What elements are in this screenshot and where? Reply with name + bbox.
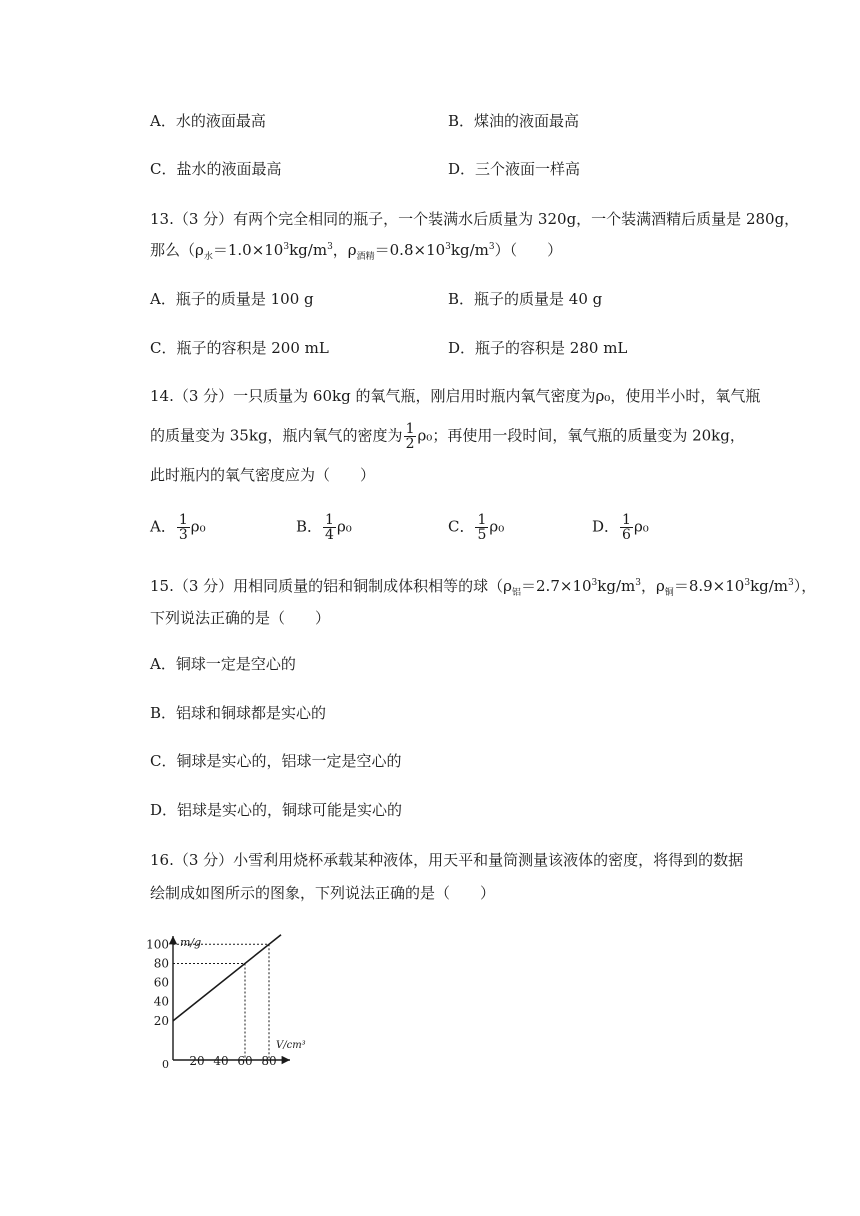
q14-line2: 的质量变为 35kg，瓶内氧气的密度为 $\frac{1}{2}$ ρ₀；再使用一段时间，氧气瓶的质量变为 20kg， bbox=[150, 421, 745, 452]
q16-line1: 16.（3 分）小雪利用烧杯承载某种液体，用天平和量筒测量该液体的密度，将得到的数据 bbox=[150, 851, 744, 869]
q12-option-b: B．煤油的液面最高 bbox=[448, 112, 580, 130]
q14-fraction-half: $\frac{1}{2}$ bbox=[405, 421, 415, 452]
q13-option-c: C．瓶子的容积是 200 mL bbox=[150, 339, 329, 357]
q15-line2: 下列说法正确的是（ ） bbox=[150, 609, 331, 627]
origin-label: 0 bbox=[162, 1058, 169, 1071]
x-axis-label: V/cm³ bbox=[276, 1040, 306, 1051]
q15-option-b: B．铝球和铜球都是实心的 bbox=[150, 704, 327, 722]
q13-option-d: D．瓶子的容积是 280 mL bbox=[448, 339, 628, 357]
q15-option-d: D．铝球是实心的，铜球可能是实心的 bbox=[150, 801, 403, 819]
q16-line2: 绘制成如图所示的图象，下列说法正确的是（ ） bbox=[150, 884, 496, 902]
q12-option-a: A．水的液面最高 bbox=[150, 112, 266, 130]
x-tick-label: 40 bbox=[213, 1054, 229, 1068]
q14-option-a: A． $\frac{1}{3}$ ρ₀ bbox=[150, 512, 206, 543]
q12-option-d: D．三个液面一样高 bbox=[448, 160, 581, 178]
x-tick-label: 20 bbox=[189, 1054, 205, 1068]
q14-option-d: D． $\frac{1}{6}$ ρ₀ bbox=[592, 512, 649, 543]
q14-line1: 14.（3 分）一只质量为 60kg 的氧气瓶，刚启用时瓶内氧气密度为ρ₀，使用半小时，氧气瓶 bbox=[150, 387, 761, 405]
q13-option-a: A．瓶子的质量是 100 g bbox=[150, 290, 314, 308]
q15-option-a: A．铜球一定是空心的 bbox=[150, 655, 296, 673]
y-axis-label: m/g bbox=[180, 936, 202, 949]
q13-line1: 13.（3 分）有两个完全相同的瓶子，一个装满水后质量为 320g，一个装满酒精后质量是 280g， bbox=[150, 210, 800, 228]
y-tick-label: 100 bbox=[146, 937, 169, 952]
q13-line2: 那么（$\rho_水=1.0\times 10^3kg/m^3$，$\rho_{酒精}=0.8\times 10^3kg/m^3$）（ ） bbox=[150, 241, 563, 262]
q14-line3: 此时瓶内的氧气密度应为（ ） bbox=[150, 466, 376, 484]
q13-option-b: B．瓶子的质量是 40 g bbox=[448, 290, 603, 308]
mass-volume-graph bbox=[140, 928, 340, 1078]
q15-option-c: C．铜球是实心的，铝球一定是空心的 bbox=[150, 752, 402, 770]
y-tick-label: 20 bbox=[153, 1013, 169, 1028]
y-tick-label: 60 bbox=[153, 975, 169, 990]
q14-option-c: C． $\frac{1}{5}$ ρ₀ bbox=[448, 512, 505, 543]
y-tick-label: 40 bbox=[153, 994, 169, 1009]
x-tick-label: 80 bbox=[261, 1054, 277, 1068]
x-tick-label: 60 bbox=[237, 1054, 253, 1068]
q15-line1: 15.（3 分）用相同质量的铝和铜制成体积相等的球（$\rho_铝=2.7\times 10^3kg/m^3$，$\rho_铜=8.9\times 10^3kg/m^3$）， bbox=[150, 577, 817, 598]
q14-option-b: B． $\frac{1}{4}$ ρ₀ bbox=[296, 512, 352, 543]
y-tick-label: 80 bbox=[153, 956, 169, 971]
q12-option-c: C．盐水的液面最高 bbox=[150, 160, 282, 178]
